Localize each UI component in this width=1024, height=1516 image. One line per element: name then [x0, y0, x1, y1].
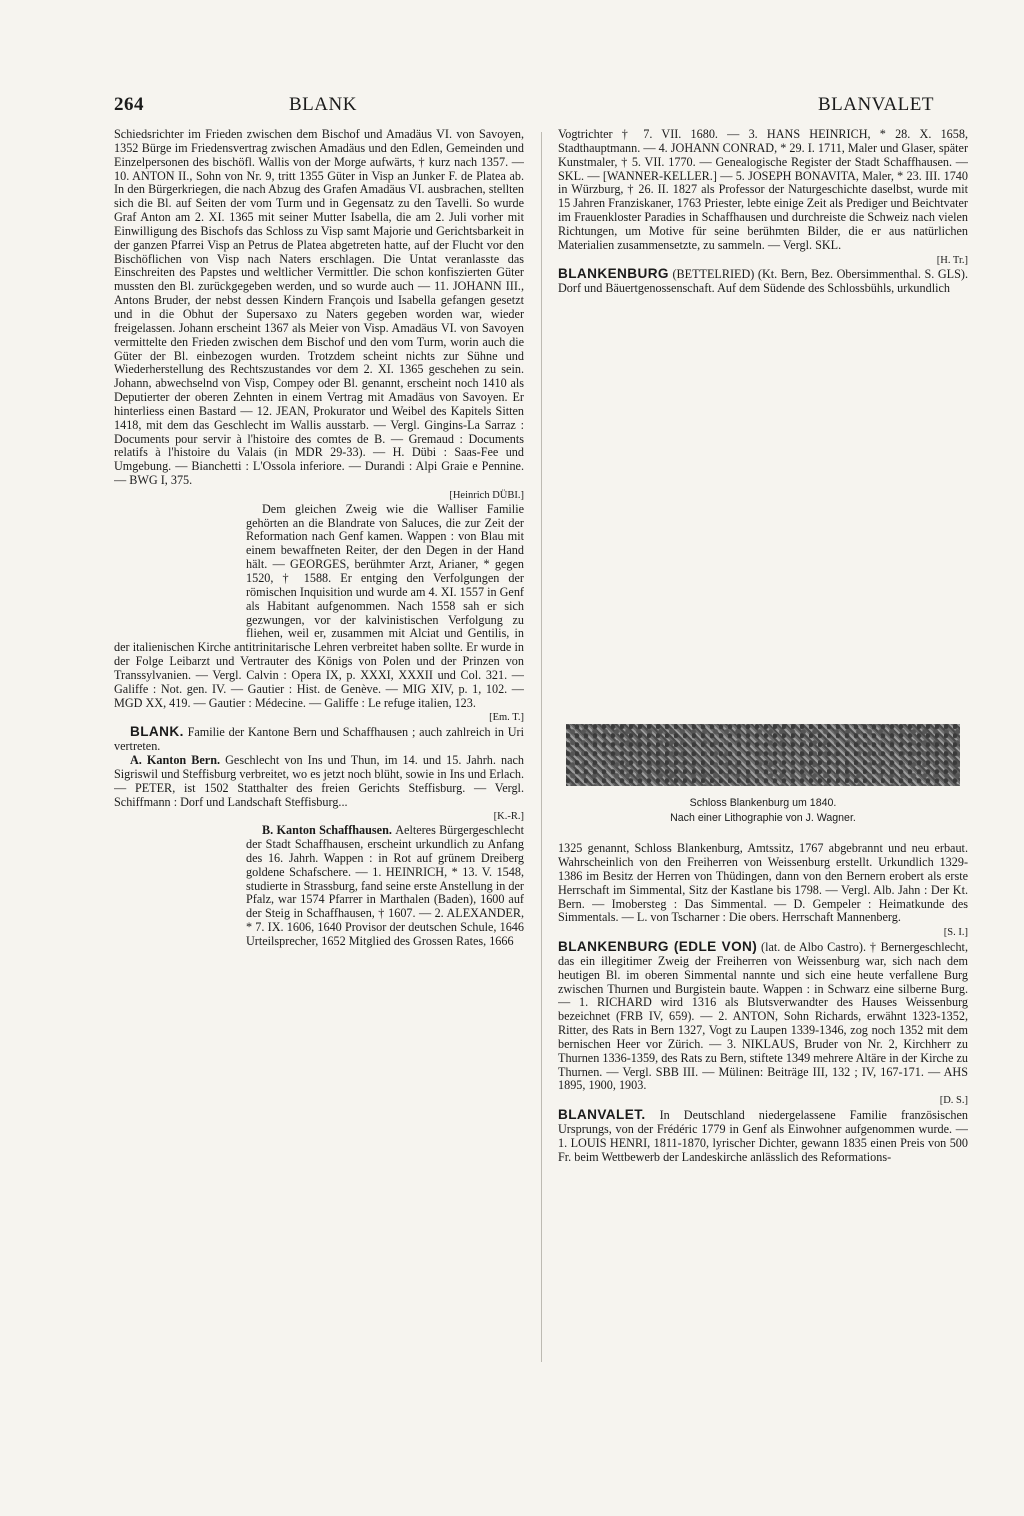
- left-column: [114, 128, 524, 1378]
- castle-lithograph-image: [566, 724, 960, 786]
- running-header: [114, 94, 934, 120]
- text: (BETTELRIED) (Kt. Bern, Bez. Obersimmenthal. S. GLS). Dorf und Bäuertgenossenschaft. Auf dem Südende des Schlossbühls, urkundlich: [558, 267, 968, 296]
- paragraph: [114, 128, 524, 503]
- text: Schiedsrichter im Frieden zwischen dem Bischof und Amadäus VI. von Savoyen, 1352 Bürge im Friedensvertrag zwischen Amadäus und den Edlen, Gemeinden und Einzelpersonen des bischöfl. Wallis von der Morge aufwärts, † kurz nach 1357. — 10. ANTON II., Sohn von Nr. 9, tritt 1355 Güter in Visp an Junker F. de Platea ab. In den Bürgerkriegen, die nach Abzug des Grafen Amadäus VI. ausbrachen, stellten sich die Bl. auf Seiten der vom Turm und in Gegensatz zu den Tavelli. So wurde Graf Anton am 2. XI. 1365 mit seiner Mutter Isabella, die am 2. Juli vorher mit Einwilligung des Bischofs das Schloss zu Visp samt Majorie und Gerichtsbarkeit in der ganzen Pfarrei Visp an Petrus de Platea abgetreten hatte, auf der Flucht vor den Bischöflichen von Visp nach Naters erschlagen. Die Untat veranlasste das Einschreiten des Papstes und weltlicher Vermittler. Die schon konfiszierten Güter mussten den Bl. zurückgegeben werden, und so wurde auch — 11. JOHANN III., Antons Bruder, der nebst dessen Kindern François und Isabella gefangen gesetzt und in die Obhut der Supersaxo zu Naters gegeben worden war, wieder freigelassen. Johann erscheint 1367 als Meier von Visp. Amadäus VI. von Savoyen vermittelte den Frieden zwischen dem Bischof und den vom Turm, worin auch die Güter der Bl. einbezogen wurden. Trotzdem scheint nichts zur Sühne und Wiederherstellung des Rechtszustandes vor dem 2. XI. 1365 geschehen zu sein. Johann, abwechselnd von Visp, Compey oder Bl. genannt, erscheint noch 1410 als Deputierter der oberen Zehnten in einem Vertrag mit Amadäus von Savoyen. Er hinterliess einen Bastard — 12. JEAN, Prokurator und Weibel des Kapitels Sitten 1418, mit dem das Geschlecht im Wallis ausstarb. — Vergl. Gingins-La Sarraz : Documents pour servir à l'histoire des comtes de B. — Gremaud : Documents relatifs à l'histoire du Valais (in MDR 29-33). — H. Dübi : Saas-Fee und Umgebung. — Bianchetti : L'Ossola inferiore. — Durandi : Alpi Graie e Pennine. — BWG I, 375.: [114, 128, 524, 488]
- subheading: A. Kanton Bern.: [130, 752, 221, 767]
- headword: BLANVALET.: [558, 1107, 646, 1123]
- headword: BLANKENBURG (EDLE VON): [558, 939, 758, 955]
- headword: BLANKENBURG: [558, 266, 669, 282]
- caption-line: Nach einer Lithographie von J. Wagner.: [670, 812, 856, 825]
- author-signature: [S. I.]: [943, 927, 968, 939]
- headword: BLANK.: [130, 724, 184, 740]
- author-signature: [D. S.]: [939, 1095, 968, 1107]
- entry-blanvalet: [558, 1108, 968, 1164]
- text: Dem gleichen Zweig wie die Walliser Familie gehörten an die Blandrate von Saluces, die zur Zeit der Reformation nach Genf kamen. Wappen : von Blau mit einem bewaffneten Reiter, der den Degen in der Hand hält. — GEORGES, berühmter Arzt, Arianer, * gegen 1520, † 1588. Er entging den Verfolgungen der römischen Inquisition und wurde am 4. XI. 1557 in Genf als Habitant aufgenommen. Nach 1558 sah er sich gezwungen, vor der kalvinistischen Verfolgung zu fliehen, weil er, zusammen mit Alciat und Gentilis, in der italienischen Kirche antitrinitarische Lehren verbreitet haben sollte. Er wurde in der Folge Leibarzt und Vertrauter des Königs von Polen und der Prinzen von Transsylvanien. — Vergl. Calvin : Opera IX, p. XXXI, XXXII und Col. 321. — Galiffe : Not. gen. IV. — Gautier : Hist. de Genève. — MIG XIV, p. 1, 102. — MGD XX, 419. — Gautier : Médecine. — Galiffe : Le refuge italien, 123.: [114, 501, 524, 710]
- right-column: [558, 128, 968, 1378]
- text: Familie der Kantone Bern und Schaffhausen ; auch zahlreich in Uri vertreten.: [114, 725, 524, 754]
- author-signature: [Heinrich DÜBI.]: [449, 489, 524, 501]
- text: (lat. de Albo Castro). † Bernergeschlecht, das ein illegitimer Zweig der Freiherren von Weissenburg war, sich nach dem heutigen Bl. im oberen Simmental nannte und sich eine heute verfallene Burg zwischen Thurnen und Burgistein baute. Wappen : in Schwarz eine silberne Burg. — 1. RICHARD wird 1316 als Blutsverwandter des Hauses Weissenburg bezeichnet (FRB IV, 659). — 2. ANTON, Sohn Richards, erwähnt 1323-1352, Ritter, des Rats in Bern 1327, Vogt zu Laupen 1339-1346, zog noch 1352 mit dem bernischen Heer vor Zürich. — 3. NIKLAUS, Bruder von Nr. 2, Kirchherr zu Thurnen 1336-1359, des Rats zu Bern, stiftete 1349 mehrere Altäre in der Kirche zu Thurnen. — Vergl. SBB III. — Mülinen: Beiträge III, 132 ; IV, 167-171. — AHS 1895, 1900, 1903.: [558, 940, 968, 1093]
- left-catchword: BLANK: [289, 94, 357, 115]
- entry-blankenburg: [558, 267, 968, 296]
- text: Aelteres Bürgergeschlecht der Stadt Schaffhausen, erscheint urkundlich zu Anfang des 16. Jahrh. Wappen : in Rot auf grünem Dreiberg goldene Schafschere. — 1. HEINRICH, * 13. V. 1548, studierte in Strassburg, fand seine erste Anstellung in der Pfalz, war 1574 Pfarrer in Marthalen (Baden), 1600 auf der Steig in Schaffhausen, † 1607. — 2. ALEXANDER, * 7. IX. 1606, 1640 Provisor der deutschen Schule, 1646 Urteilsprecher, 1652 Mitglied des Grossen Rates, 1666: [246, 823, 524, 948]
- text: In Deutschland niedergelassene Familie französischen Ursprungs, von der Frédéric 1779 in Genf als Einwohner aufgenommen wurde. — 1. LOUIS HENRI, 1811-1870, lyrischer Dichter, gewann 1835 einen Preis von 500 Fr. beim Wettbewerb der Landeskirche anlässlich des Reformations-: [558, 1108, 968, 1164]
- text: 1325 genannt, Schloss Blankenburg, Amtssitz, 1767 abgebrannt und neu erbaut. Wahrscheinlich von den Freiherren von Weissenburg erstellt. Urkundlich 1329-1386 im Besitz der Herren von Thüdingen, dann von den Bernern erobert als erste Herrschaft im Simmental, Sitz der Kastlane bis 1798. — Vergl. Alb. Jahn : Der Kt. Bern. — Imobersteg : Das Simmental. — D. Gempeler : Heimatkunde des Simmentals. — L. von Tscharner : Die obers. Herrschaft Mannenberg.: [558, 841, 968, 925]
- author-signature: [K.-R.]: [493, 811, 524, 823]
- page-number: 264: [114, 94, 144, 115]
- text: Vogtrichter † 7. VII. 1680. — 3. HANS HEINRICH, * 28. X. 1658, Stadthauptmann. — 4. JOHANN CONRAD, * 29. I. 1711, Maler und Glaser, später Kunstmaler, † 5. VII. 1770. — Genealogische Register der Stadt Schaffhausen. — SKL. — [WANNER-KELLER.] — 5. JOSEPH BONAVITA, Maler, * 23. III. 1740 in Würzburg, † 26. II. 1827 als Professor der Naturgeschichte daselbst, wurde mit 15 Jahren Franziskaner, 1763 Priester, lebte einige Zeit als Prediger und Beichtvater im Frauenkloster Paradies in Schaffhausen und durchreiste die Schweiz nach vielen Richtungen, um Motive für seine berühmten Bilder, die er aus natürlichen Materialien zusammensetzte, zu sammeln. — Vergl. SKL.: [558, 128, 968, 252]
- entry-edle-von-blankenburg: [558, 940, 968, 1108]
- column-divider: [541, 132, 542, 1362]
- paragraph: [558, 842, 968, 940]
- paragraph: [558, 128, 968, 267]
- section-bern: [114, 754, 524, 824]
- figure-caption: [558, 796, 968, 826]
- caption-line: Schloss Blankenburg um 1840.: [689, 797, 837, 810]
- subheading: B. Kanton Schaffhausen.: [262, 823, 392, 838]
- author-signature: [H. Tr.]: [936, 254, 968, 266]
- text: Geschlecht von Ins und Thun, im 14. und 15. Jahrh. nach Sigriswil und Steffisburg verbreitet, wo es jetzt noch blüht, sowie in Ins und Erlach. — PETER, ist 1502 Statthalter des freien Gerichts Steffisburg. — Vergl. Schiffmann : Dorf und Landschaft Steffisburg...: [114, 752, 524, 809]
- author-signature: [Em. T.]: [489, 712, 524, 724]
- section-schaffhausen: [114, 824, 524, 949]
- right-catchword: BLANVALET: [817, 94, 934, 115]
- entry-blank: [114, 725, 524, 754]
- paragraph: [114, 503, 524, 726]
- coat-of-arms-placeholder: [114, 505, 236, 635]
- coat-of-arms-placeholder: [114, 826, 236, 946]
- illustration-space: [558, 296, 968, 724]
